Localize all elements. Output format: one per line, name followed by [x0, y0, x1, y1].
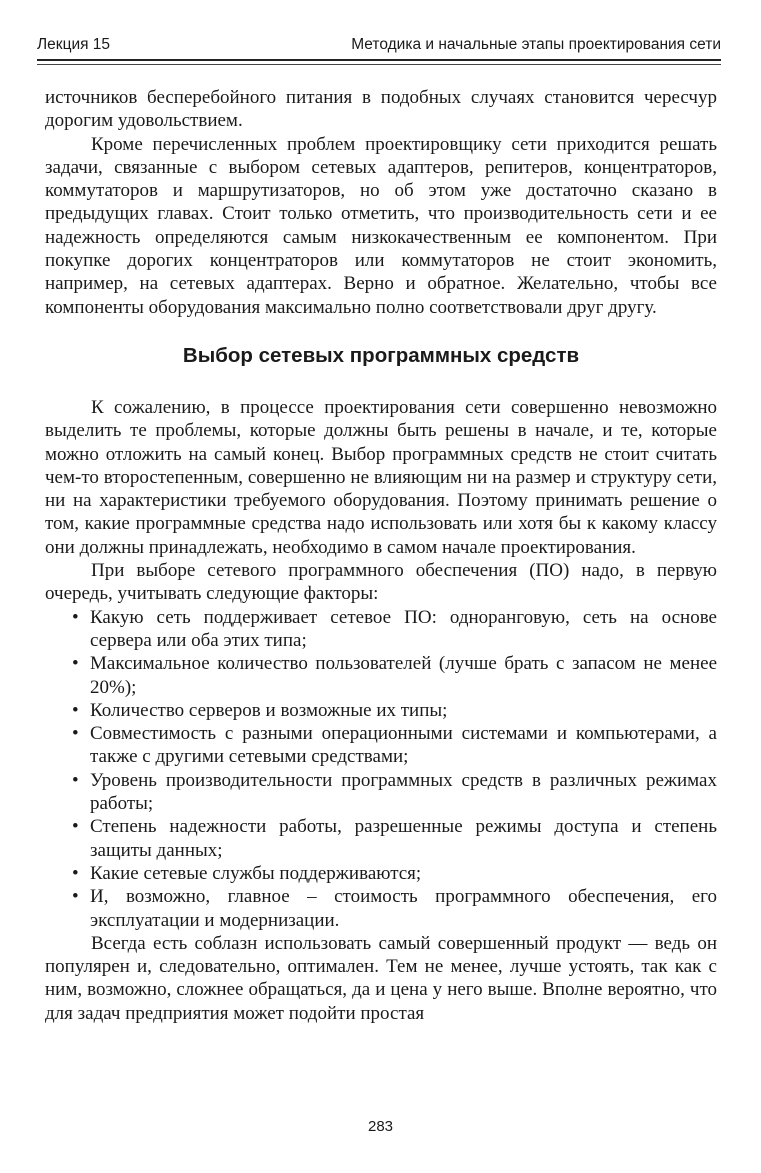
list-item-text: Уровень производительности программных средств в различных режимах работы; — [90, 769, 717, 815]
factors-list — [45, 606, 717, 932]
bullet-icon: • — [72, 769, 79, 791]
header-chapter-title: Методика и начальные этапы проектирования сети — [351, 36, 721, 53]
list-item — [45, 699, 717, 722]
paragraph: источников бесперебойного питания в подобных случаях становится чересчур дорогим удовольствием. — [45, 87, 717, 132]
list-item — [45, 862, 717, 885]
list-item-text: И, возможно, главное – стоимость программного обеспечения, его эксплуатации и модернизации. — [90, 886, 717, 931]
list-item-text: Какую сеть поддерживает сетевое ПО: одноранговую, сеть на основе сервера или оба этих типа; — [90, 606, 717, 651]
bullet-icon: • — [72, 606, 79, 628]
list-item-text: Какие сетевые службы поддерживаются; — [90, 862, 422, 884]
header-rule-thin — [37, 64, 721, 65]
list-item-text: Максимальное количество пользователей (лучше брать с запасом не менее 20%); — [90, 653, 717, 698]
list-item-text: Совместимость с разными операционными системами и компьютерами, а также с другими сетевыми средствами; — [90, 723, 717, 768]
list-item-text: Количество серверов и возможные их типы; — [90, 699, 448, 721]
bullet-icon: • — [72, 816, 79, 838]
bullet-icon: • — [72, 886, 79, 908]
bullet-icon: • — [72, 653, 79, 675]
list-item — [45, 815, 717, 862]
list-item — [45, 885, 717, 932]
paragraph: При выборе сетевого программного обеспечения (ПО) надо, в первую очередь, учитывать следующие факторы: — [45, 560, 717, 605]
header-lecture-label: Лекция 15 — [37, 36, 111, 53]
running-header — [37, 36, 721, 54]
bullet-icon: • — [72, 862, 79, 884]
bullet-icon: • — [72, 723, 79, 745]
bullet-icon: • — [72, 699, 79, 721]
page-body — [45, 86, 717, 1025]
paragraph: К сожалению, в процессе проектирования сети совершенно невозможно выделить те проблемы, которые должны быть решены в начале, и те, которые можно отложить на самый конец. Выбор программных средств не стоит считать чем-то второстепенным, совершенно не влияющим ни на размер и структуру сети, ни на характеристики требуемого оборудования. Поэтому принимать решение о том, какие программные средства надо использовать или хотя бы к какому классу они должны принадлежать, необходимо в самом начале проектирования. — [45, 396, 717, 558]
list-item — [45, 652, 717, 699]
paragraph: Кроме перечисленных проблем проектировщику сети приходится решать задачи, связанные с выбором сетевых адаптеров, репитеров, концентраторов, коммутаторов и маршрутизаторов, но об этом уже достаточно сказано в предыдущих главах. Стоит только отметить, что производительность сети и ее надежность определяются самым низкокачественным ее компонентом. При покупке дорогих концентраторов или коммутаторов не стоит экономить, например, на сетевых адаптерах. Верно и обратное. Желательно, чтобы все компоненты оборудования максимально полно соответствовали друг другу. — [45, 133, 717, 318]
page-number: 283 — [367, 1118, 394, 1135]
list-item-text: Степень надежности работы, разрешенные режимы доступа и степень защиты данных; — [90, 816, 717, 861]
section-heading: Выбор сетевых программных средств — [182, 343, 580, 367]
list-item — [45, 769, 717, 816]
list-item — [45, 606, 717, 653]
header-rule-thick — [37, 59, 721, 61]
list-item — [45, 722, 717, 769]
paragraph: Всегда есть соблазн использовать самый совершенный продукт — ведь он популярен и, следовательно, оптимален. Тем не менее, лучше устоять, так как с ним, возможно, сложнее обращаться, да и цена у него выше. Вполне вероятно, что для задач предприятия может подойти простая — [45, 932, 717, 1024]
